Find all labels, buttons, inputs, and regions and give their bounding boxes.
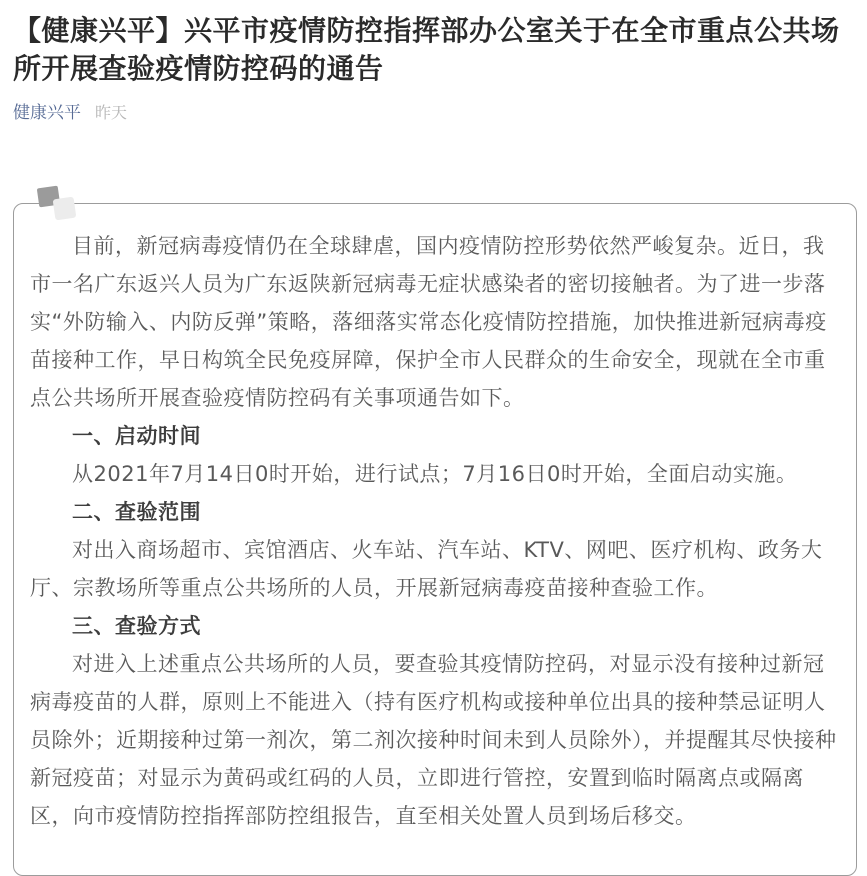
notice-box xyxy=(13,203,857,876)
author-account-link[interactable]: 健康兴平 xyxy=(13,103,81,123)
body-paragraph: 目前，新冠病毒疫情仍在全球肆虐，国内疫情防控形势依然严峻复杂。近日，我市一名广东返兴人员为广东返陕新冠病毒无症状感染者的密切接触者。为了进一步落实“外防输入、内防反弹”策略，落细落实常态化疫情防控措施，加快推进新冠病毒疫苗接种工作，早日构筑全民免疫屏障，保护全市人民群众的生命安全，现就在全市重点公共场所开展查验疫情防控码有关事项通告如下。 xyxy=(30,234,827,410)
publish-date: 昨天 xyxy=(95,103,128,122)
section-heading: 一、启动时间 xyxy=(72,424,201,448)
body-paragraph: 对出入商场超市、宾馆酒店、火车站、汽车站、KTV、网吧、医疗机构、政务大厅、宗教场所等重点公共场所的人员，开展新冠病毒疫苗接种查验工作。 xyxy=(30,538,823,600)
notice-content xyxy=(30,227,842,835)
section-heading: 三、查验方式 xyxy=(72,614,201,638)
article-header xyxy=(0,0,867,125)
body-paragraph: 对进入上述重点公共场所的人员，要查验其疫情防控码，对显示没有接种过新冠病毒疫苗的人群，原则上不能进入（持有医疗机构或接种单位出具的接种禁忌证明人员除外；近期接种过第一剂次，第二剂次接种时间未到人员除外），并提醒其尽快接种新冠疫苗；对显示为黄码或红码的人员，立即进行管控，安置到临时隔离点或隔离区，向市疫情防控指挥部防控组报告，直至相关处置人员到场后移交。 xyxy=(30,652,837,828)
article-title: 【健康兴平】兴平市疫情防控指挥部办公室关于在全市重点公共场所开展查验疫情防控码的通告 xyxy=(13,14,840,85)
section-heading: 二、查验范围 xyxy=(72,500,201,524)
decor-light-square xyxy=(53,197,77,221)
body-paragraph: 从2021年7月14日0时开始，进行试点；7月16日0时开始，全面启动实施。 xyxy=(72,462,798,486)
article-meta xyxy=(13,101,857,125)
